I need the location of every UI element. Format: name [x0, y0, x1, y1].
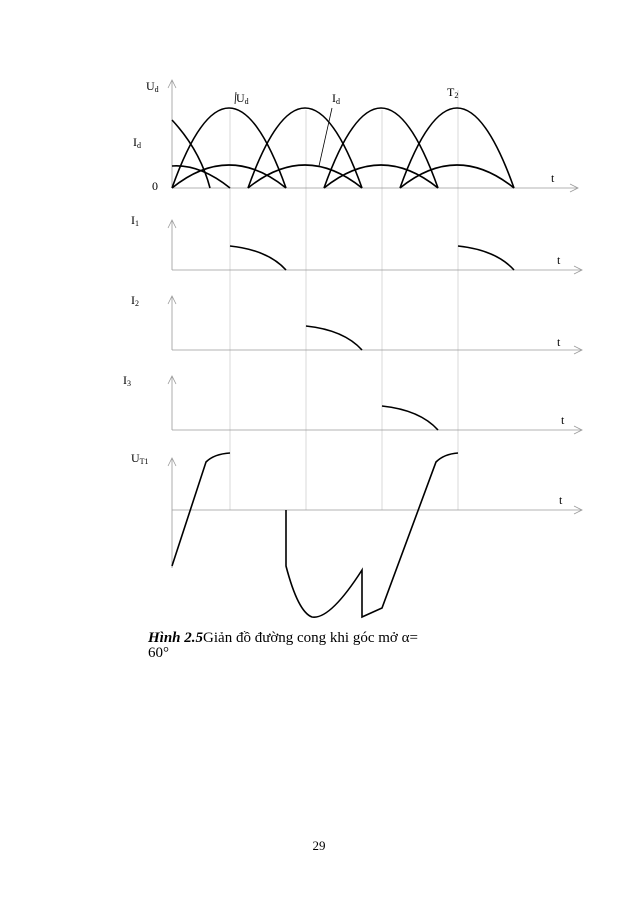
panel3-ylabel: $I_2$ [131, 293, 139, 308]
i2-pulse [306, 326, 362, 350]
caption-text: Giản đồ đường cong khi góc mở α= [203, 630, 418, 646]
id-lead [172, 166, 230, 188]
figure-caption [148, 630, 418, 647]
id-arch-4 [400, 165, 514, 188]
panel1-ylabel-ud: $U_d$ [146, 79, 159, 94]
panel1-ylabel-id: $I_d$ [133, 135, 141, 150]
ut1-negative [286, 453, 458, 617]
panel1-xlabel: t [551, 171, 555, 185]
ut1-rise-1 [172, 453, 230, 566]
panel5-ylabel: $U_{T1}$ [131, 451, 149, 466]
curve-label-ud: $U_d$ [236, 91, 249, 106]
id-arch-1 [172, 165, 286, 188]
panel4-ylabel: $I_3$ [123, 373, 131, 388]
panel1-origin: 0 [152, 179, 158, 193]
caption-number: Hình 2.5 [148, 630, 204, 646]
panel1-curves [172, 108, 514, 188]
panel2-ylabel: $I_1$ [131, 213, 139, 228]
caption-cut-tail: 60° [148, 645, 169, 661]
curve-label-id: $I_d$ [332, 91, 340, 106]
i3-pulse [382, 406, 438, 430]
panel4-curves [382, 406, 438, 430]
curve-label-t2: $T_2$ [447, 85, 459, 100]
i1-pulse-1 [230, 246, 286, 270]
panel5-xlabel: t [559, 493, 563, 507]
i1-pulse-2 [458, 246, 514, 270]
ud-lead [172, 120, 210, 188]
page-number: 29 [312, 838, 326, 853]
id-arch-2 [248, 165, 362, 188]
panel2-curves [230, 246, 514, 270]
panel4-xlabel: t [561, 413, 565, 427]
panel2-xlabel: t [557, 253, 561, 267]
panel3-xlabel: t [557, 335, 561, 349]
id-arch-3 [324, 165, 438, 188]
label-pointers [235, 92, 332, 166]
panel3-curves [306, 326, 362, 350]
panel5-curves [172, 453, 458, 617]
